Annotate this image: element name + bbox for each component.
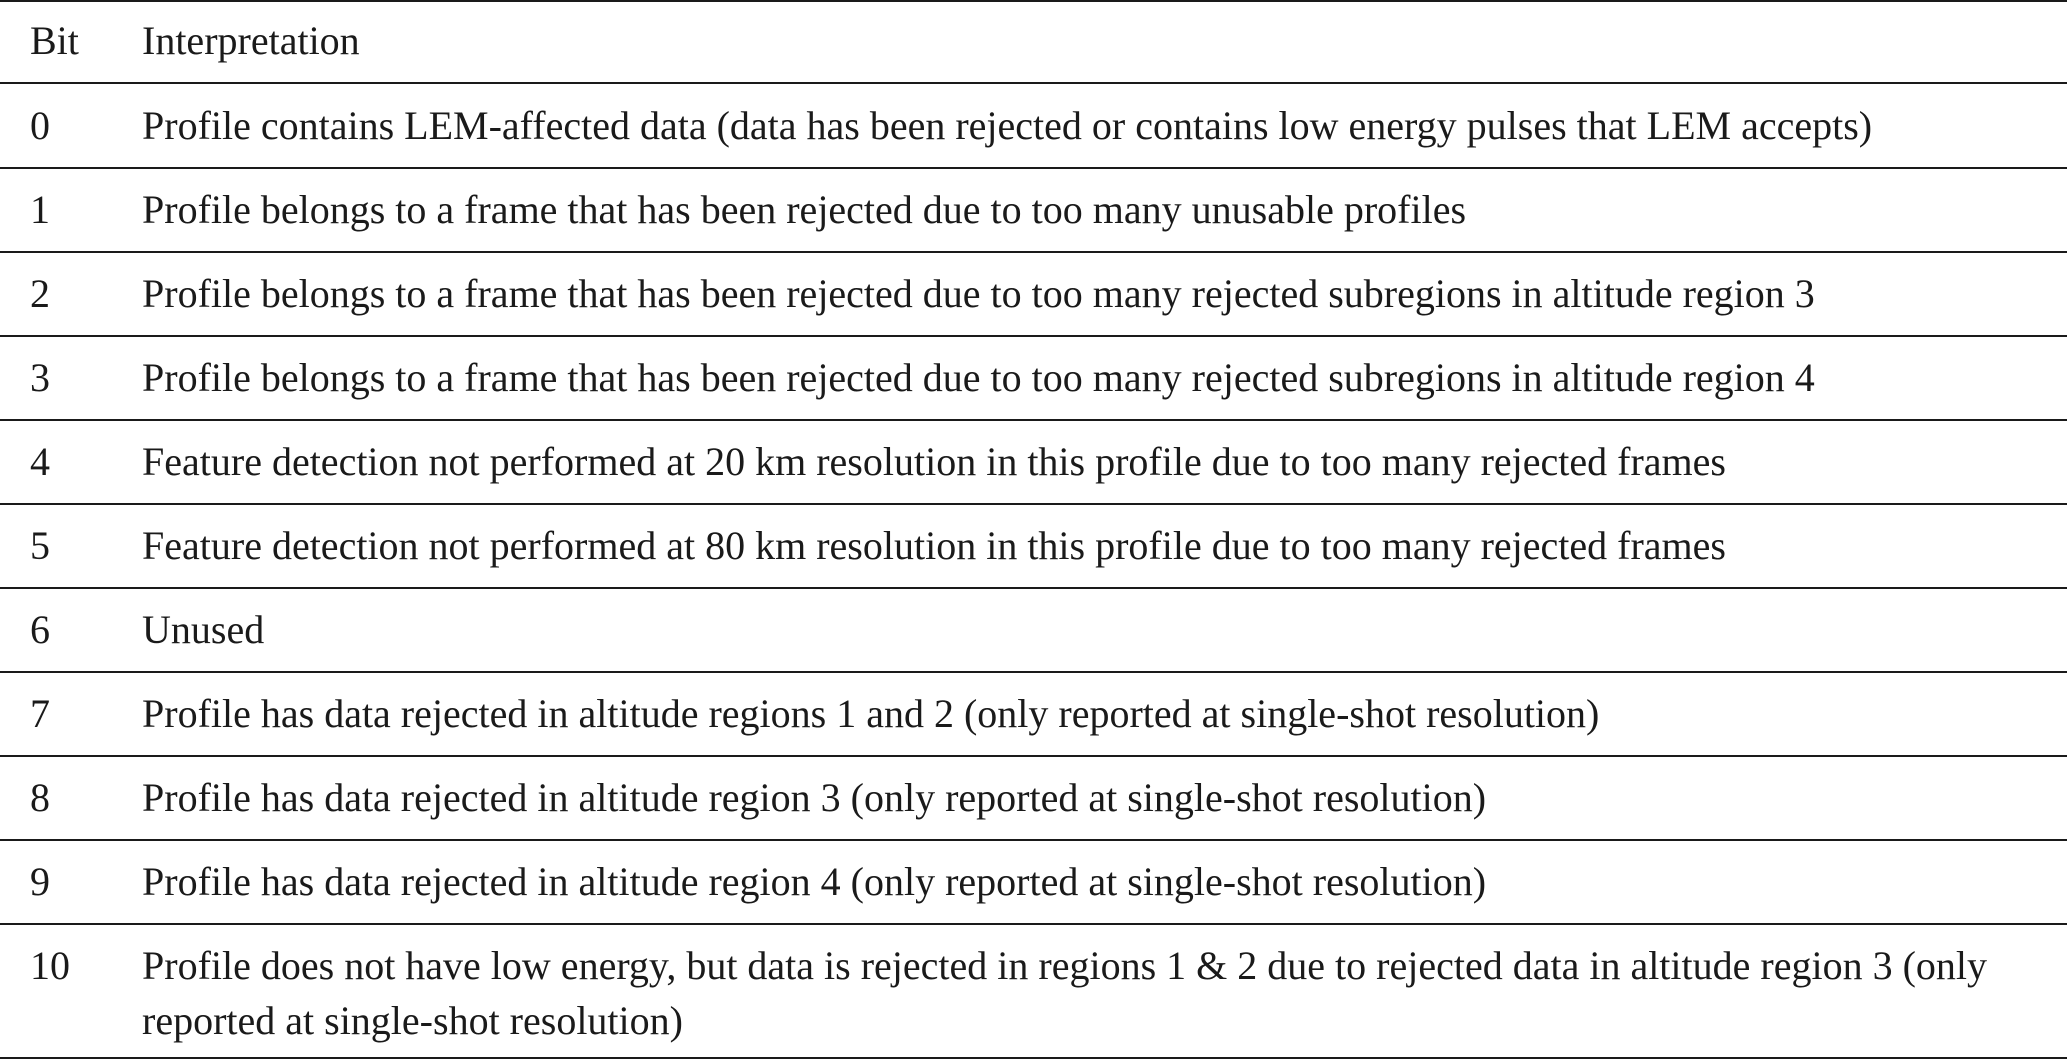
table-row <box>0 421 2067 505</box>
row-interpretation: Profile has data rejected in altitude region 3 (only reported at single-shot resolution) <box>142 775 1487 820</box>
table-row <box>0 169 2067 253</box>
row-bit: 1 <box>30 187 50 232</box>
table-row <box>0 673 2067 757</box>
row-interpretation: Feature detection not performed at 80 km resolution in this profile due to too many rejected frames <box>142 523 1726 568</box>
header-interpretation: Interpretation <box>142 18 360 63</box>
row-interpretation: Feature detection not performed at 20 km resolution in this profile due to too many rejected frames <box>142 439 1726 484</box>
table-row <box>0 841 2067 925</box>
table-bottom-rule <box>0 1057 2067 1059</box>
row-bit: 10 <box>30 943 70 988</box>
row-interpretation: Unused <box>142 607 265 652</box>
row-interpretation: Profile belongs to a frame that has been rejected due to too many rejected subregions in altitude region 4 <box>142 355 1815 400</box>
table-header-row <box>0 0 2067 84</box>
table-row <box>0 589 2067 673</box>
row-bit: 3 <box>30 355 50 400</box>
table-row <box>0 925 2067 1059</box>
row-bit: 2 <box>30 271 50 316</box>
row-interpretation: Profile does not have low energy, but data is rejected in regions 1 & 2 due to rejected data in altitude region 3 (only reported at single-shot resolution) <box>142 943 1988 1043</box>
row-interpretation: Profile belongs to a frame that has been rejected due to too many unusable profiles <box>142 187 1467 232</box>
table-row <box>0 84 2067 169</box>
row-bit: 4 <box>30 439 50 484</box>
row-bit: 8 <box>30 775 50 820</box>
row-bit: 6 <box>30 607 50 652</box>
table-row <box>0 337 2067 421</box>
row-interpretation: Profile belongs to a frame that has been rejected due to too many rejected subregions in altitude region 3 <box>142 271 1815 316</box>
row-interpretation: Profile has data rejected in altitude region 4 (only reported at single-shot resolution) <box>142 859 1487 904</box>
row-bit: 0 <box>30 103 50 148</box>
header-bit: Bit <box>30 18 79 63</box>
table-row <box>0 757 2067 841</box>
row-interpretation: Profile has data rejected in altitude regions 1 and 2 (only reported at single-shot resolution) <box>142 691 1600 736</box>
row-interpretation: Profile contains LEM-affected data (data has been rejected or contains low energy pulses that LEM accepts) <box>142 103 1873 148</box>
table-row <box>0 505 2067 589</box>
row-bit: 5 <box>30 523 50 568</box>
table-row <box>0 253 2067 337</box>
row-bit: 7 <box>30 691 50 736</box>
row-bit: 9 <box>30 859 50 904</box>
